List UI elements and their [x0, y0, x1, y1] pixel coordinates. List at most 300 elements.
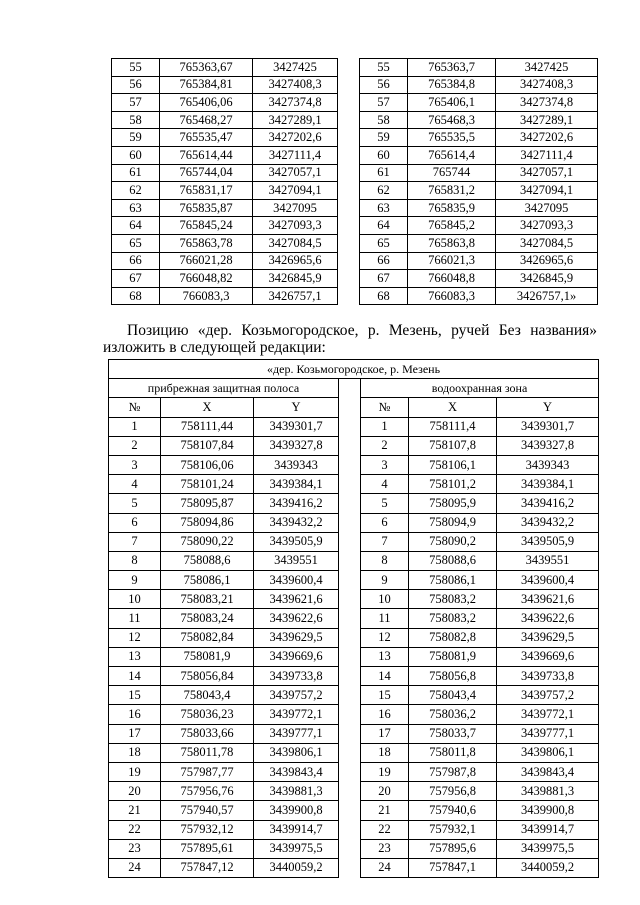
coord-x: 765614,44: [160, 146, 253, 164]
coord-x: 758083,2: [409, 609, 497, 628]
coord-y: 3439629,5: [254, 628, 339, 647]
table-row: [112, 182, 598, 200]
point-number: 65: [360, 234, 408, 252]
coord-x: 758090,2: [409, 532, 497, 551]
coord-y: 3439551: [254, 551, 339, 570]
point-number: 4: [109, 475, 161, 494]
coord-x: 765406,1: [408, 94, 496, 112]
title-row: [109, 360, 599, 379]
column-gap: [339, 417, 361, 436]
table-row: [109, 858, 599, 877]
col-header-y: Y: [497, 398, 599, 417]
point-number: 24: [109, 858, 161, 877]
column-gap: [338, 164, 360, 182]
column-gap: [339, 801, 361, 820]
point-number: 22: [109, 820, 161, 839]
column-gap: [339, 436, 361, 455]
coord-x: 765835,9: [408, 199, 496, 217]
col-header-y: Y: [254, 398, 339, 417]
column-gap: [338, 217, 360, 235]
point-number: 20: [361, 782, 409, 801]
table-row: [112, 164, 598, 182]
point-number: 65: [112, 234, 160, 252]
coord-y: 3427408,3: [496, 76, 598, 94]
coord-x: 758043,4: [409, 686, 497, 705]
column-gap: [339, 858, 361, 877]
table-row: [109, 551, 599, 570]
coord-y: 3427289,1: [496, 111, 598, 129]
coord-x: 765535,5: [408, 129, 496, 147]
coord-x: 758083,2: [409, 590, 497, 609]
column-gap: [339, 820, 361, 839]
point-number: 17: [109, 724, 161, 743]
coord-y: 3439301,7: [497, 417, 599, 436]
coord-x: 766048,8: [408, 270, 496, 288]
coord-x: 758111,44: [161, 417, 254, 436]
column-gap: [338, 270, 360, 288]
coord-y: 3439301,7: [254, 417, 339, 436]
column-gap: [339, 379, 361, 398]
column-gap: [339, 455, 361, 474]
point-number: 23: [361, 839, 409, 858]
coord-x: 757987,77: [161, 762, 254, 781]
col-header-no: №: [109, 398, 161, 417]
table-row: [109, 532, 599, 551]
column-gap: [338, 199, 360, 217]
table-row: [109, 513, 599, 532]
point-number: 15: [361, 686, 409, 705]
point-number: 18: [109, 743, 161, 762]
coord-y: 3427289,1: [253, 111, 338, 129]
column-gap: [339, 839, 361, 858]
coord-x: 758111,4: [409, 417, 497, 436]
coord-x: 765468,3: [408, 111, 496, 129]
point-number: 55: [360, 59, 408, 77]
point-number: 58: [360, 111, 408, 129]
point-number: 56: [360, 76, 408, 94]
coord-y: 3439900,8: [497, 801, 599, 820]
point-number: 61: [112, 164, 160, 182]
coord-x: 766021,28: [160, 252, 253, 270]
coord-y: 3439621,6: [497, 590, 599, 609]
table-row: [109, 436, 599, 455]
point-number: 3: [109, 455, 161, 474]
point-number: 55: [112, 59, 160, 77]
point-number: 10: [109, 590, 161, 609]
point-number: 66: [112, 252, 160, 270]
coord-x: 765406,06: [160, 94, 253, 112]
column-gap: [339, 782, 361, 801]
coord-x: 765831,2: [408, 182, 496, 200]
coord-x: 765835,87: [160, 199, 253, 217]
coord-y: 3439432,2: [254, 513, 339, 532]
coord-x: 758082,8: [409, 628, 497, 647]
table-row: [109, 782, 599, 801]
point-number: 7: [109, 532, 161, 551]
column-gap: [339, 532, 361, 551]
point-number: 21: [109, 801, 161, 820]
col-header-x: X: [161, 398, 254, 417]
coord-x: 766048,82: [160, 270, 253, 288]
column-header-row: [109, 398, 599, 417]
point-number: 19: [109, 762, 161, 781]
coord-x: 757932,12: [161, 820, 254, 839]
column-gap: [339, 628, 361, 647]
point-number: 16: [361, 705, 409, 724]
column-gap: [339, 705, 361, 724]
table-row: [112, 111, 598, 129]
coord-y: 3426965,6: [253, 252, 338, 270]
coord-y: 3439772,1: [254, 705, 339, 724]
column-gap: [338, 129, 360, 147]
coord-x: 765863,8: [408, 234, 496, 252]
coord-x: 765363,67: [160, 59, 253, 77]
coord-x: 758095,87: [161, 494, 254, 513]
column-gap: [338, 111, 360, 129]
table-row: [109, 628, 599, 647]
coord-y: 3439600,4: [254, 571, 339, 590]
coord-y: 3427084,5: [253, 234, 338, 252]
coord-y: 3427095: [496, 199, 598, 217]
point-number: 20: [109, 782, 161, 801]
point-number: 6: [361, 513, 409, 532]
point-number: 6: [109, 513, 161, 532]
point-number: 4: [361, 475, 409, 494]
table-row: [109, 705, 599, 724]
point-number: 18: [361, 743, 409, 762]
bottom-coordinates-table: [108, 359, 599, 878]
column-gap: [339, 513, 361, 532]
point-number: 61: [360, 164, 408, 182]
coord-y: 3439327,8: [497, 436, 599, 455]
column-gap: [338, 94, 360, 112]
coord-x: 758090,22: [161, 532, 254, 551]
coord-y: 3439629,5: [497, 628, 599, 647]
coord-x: 757932,1: [409, 820, 497, 839]
column-gap: [338, 76, 360, 94]
column-gap: [339, 590, 361, 609]
coastal-strip-heading: прибрежная защитная полоса: [109, 379, 339, 398]
coord-x: 757895,6: [409, 839, 497, 858]
coord-x: 758088,6: [161, 551, 254, 570]
point-number: 66: [360, 252, 408, 270]
coord-y: 3439881,3: [497, 782, 599, 801]
coord-y: 3427111,4: [253, 146, 338, 164]
coord-x: 765614,4: [408, 146, 496, 164]
coord-y: 3439384,1: [254, 475, 339, 494]
coord-y: 3426845,9: [253, 270, 338, 288]
table-row: [112, 199, 598, 217]
coord-y: 3439772,1: [497, 705, 599, 724]
coord-y: 3439432,2: [497, 513, 599, 532]
point-number: 64: [112, 217, 160, 235]
point-number: 58: [112, 111, 160, 129]
point-number: 7: [361, 532, 409, 551]
coord-x: 758036,2: [409, 705, 497, 724]
coord-x: 758033,7: [409, 724, 497, 743]
column-gap: [338, 146, 360, 164]
point-number: 63: [360, 199, 408, 217]
coord-x: 757847,1: [409, 858, 497, 877]
coord-y: 3427374,8: [496, 94, 598, 112]
table-row: [112, 146, 598, 164]
point-number: 14: [361, 667, 409, 686]
table-row: [109, 667, 599, 686]
coord-y: 3427095: [253, 199, 338, 217]
coord-x: 758011,78: [161, 743, 254, 762]
instruction-line-1: Позицию «дер. Козьмогородское, р. Мезень, ручей Без названия»: [127, 322, 597, 339]
coord-x: 758106,06: [161, 455, 254, 474]
point-number: 59: [360, 129, 408, 147]
point-number: 14: [109, 667, 161, 686]
coord-y: 3439384,1: [497, 475, 599, 494]
coord-x: 757940,6: [409, 801, 497, 820]
coord-y: 3439327,8: [254, 436, 339, 455]
coord-y: 3427202,6: [253, 129, 338, 147]
column-gap: [339, 743, 361, 762]
coord-x: 765845,2: [408, 217, 496, 235]
column-gap: [339, 667, 361, 686]
point-number: 2: [109, 436, 161, 455]
coord-x: 758086,1: [409, 571, 497, 590]
coord-y: 3439416,2: [254, 494, 339, 513]
coord-x: 765384,8: [408, 76, 496, 94]
point-number: 67: [112, 270, 160, 288]
bottom-table-body: [109, 360, 599, 878]
coord-x: 758095,9: [409, 494, 497, 513]
point-number: 9: [109, 571, 161, 590]
column-gap: [339, 686, 361, 705]
coord-y: 3427374,8: [253, 94, 338, 112]
instruction-line-2: изложить в следующей редакции:: [103, 339, 326, 356]
table-row: [109, 417, 599, 436]
point-number: 9: [361, 571, 409, 590]
coord-x: 758082,84: [161, 628, 254, 647]
coord-y: 3439416,2: [497, 494, 599, 513]
coord-y: 3439733,8: [254, 667, 339, 686]
coord-x: 765384,81: [160, 76, 253, 94]
table-row: [109, 724, 599, 743]
table-row: [112, 217, 598, 235]
point-number: 59: [112, 129, 160, 147]
coord-x: 758088,6: [409, 551, 497, 570]
coord-x: 758083,21: [161, 590, 254, 609]
point-number: 12: [361, 628, 409, 647]
coord-y: 3439621,6: [254, 590, 339, 609]
point-number: 15: [109, 686, 161, 705]
point-number: 62: [112, 182, 160, 200]
point-number: 22: [361, 820, 409, 839]
coord-x: 766083,3: [408, 287, 496, 305]
coord-y: 3427094,1: [496, 182, 598, 200]
top-table-body: [112, 59, 598, 305]
coord-x: 758036,23: [161, 705, 254, 724]
table-row: [109, 686, 599, 705]
table-row: [112, 287, 598, 305]
coord-x: 757956,76: [161, 782, 254, 801]
table-row: [109, 590, 599, 609]
point-number: 57: [112, 94, 160, 112]
column-gap: [338, 252, 360, 270]
coord-y: 3439777,1: [497, 724, 599, 743]
coord-x: 757956,8: [409, 782, 497, 801]
coord-y: 3439843,4: [254, 762, 339, 781]
point-number: 23: [109, 839, 161, 858]
point-number: 8: [361, 551, 409, 570]
coord-y: 3426757,1: [253, 287, 338, 305]
coord-y: 3439843,4: [497, 762, 599, 781]
column-gap: [339, 647, 361, 666]
point-number: 60: [360, 146, 408, 164]
column-gap: [339, 494, 361, 513]
point-number: 68: [112, 287, 160, 305]
coord-x: 758101,24: [161, 475, 254, 494]
coord-y: 3427425: [496, 59, 598, 77]
column-gap: [338, 287, 360, 305]
point-number: 67: [360, 270, 408, 288]
column-gap: [339, 609, 361, 628]
coord-y: 3439914,7: [254, 820, 339, 839]
coord-y: 3439551: [497, 551, 599, 570]
coord-y: 3439806,1: [254, 743, 339, 762]
coord-x: 758106,1: [409, 455, 497, 474]
coord-y: 3439343: [254, 455, 339, 474]
point-number: 56: [112, 76, 160, 94]
coord-y: 3439975,5: [497, 839, 599, 858]
coord-x: 765535,47: [160, 129, 253, 147]
col-header-x: X: [409, 398, 497, 417]
coord-y: 3426757,1»: [496, 287, 598, 305]
point-number: 68: [360, 287, 408, 305]
coord-x: 766083,3: [160, 287, 253, 305]
coord-x: 758033,66: [161, 724, 254, 743]
coord-y: 3426965,6: [496, 252, 598, 270]
coord-x: 758101,2: [409, 475, 497, 494]
point-number: 64: [360, 217, 408, 235]
coord-y: 3439343: [497, 455, 599, 474]
table-row: [109, 571, 599, 590]
coord-x: 765744,04: [160, 164, 253, 182]
point-number: 1: [361, 417, 409, 436]
coord-y: 3427093,3: [496, 217, 598, 235]
coord-x: 758083,24: [161, 609, 254, 628]
coord-y: 3439622,6: [254, 609, 339, 628]
point-number: 60: [112, 146, 160, 164]
point-number: 11: [361, 609, 409, 628]
point-number: 8: [109, 551, 161, 570]
table-row: [109, 820, 599, 839]
table-row: [109, 839, 599, 858]
coord-x: 758094,9: [409, 513, 497, 532]
point-number: 10: [361, 590, 409, 609]
coord-y: 3439881,3: [254, 782, 339, 801]
column-gap: [339, 475, 361, 494]
coord-x: 758107,8: [409, 436, 497, 455]
column-gap: [339, 724, 361, 743]
coord-x: 766021,3: [408, 252, 496, 270]
table-row: [112, 94, 598, 112]
column-gap: [338, 59, 360, 77]
coord-x: 758094,86: [161, 513, 254, 532]
point-number: 62: [360, 182, 408, 200]
table-row: [112, 76, 598, 94]
point-number: 2: [361, 436, 409, 455]
coord-y: 3439757,2: [497, 686, 599, 705]
coord-x: 757895,61: [161, 839, 254, 858]
coord-y: 3439757,2: [254, 686, 339, 705]
point-number: 16: [109, 705, 161, 724]
coord-x: 758086,1: [161, 571, 254, 590]
point-number: 21: [361, 801, 409, 820]
coord-x: 758081,9: [409, 647, 497, 666]
coord-y: 3439505,9: [497, 532, 599, 551]
table-row: [109, 475, 599, 494]
table-row: [109, 647, 599, 666]
coord-x: 765863,78: [160, 234, 253, 252]
point-number: 57: [360, 94, 408, 112]
table-row: [112, 129, 598, 147]
column-gap: [339, 762, 361, 781]
coord-y: 3439733,8: [497, 667, 599, 686]
table-row: [109, 762, 599, 781]
table-row: [109, 801, 599, 820]
table-row: [112, 234, 598, 252]
coord-y: 3427093,3: [253, 217, 338, 235]
point-number: 13: [361, 647, 409, 666]
coord-x: 758056,84: [161, 667, 254, 686]
point-number: 5: [109, 494, 161, 513]
col-header-no: №: [361, 398, 409, 417]
coord-y: 3439669,6: [254, 647, 339, 666]
coord-x: 765468,27: [160, 111, 253, 129]
column-gap: [338, 234, 360, 252]
table-row: [109, 494, 599, 513]
coord-x: 765845,24: [160, 217, 253, 235]
coord-y: 3439806,1: [497, 743, 599, 762]
coord-y: 3439777,1: [254, 724, 339, 743]
coord-y: 3439914,7: [497, 820, 599, 839]
water-protection-zone-heading: водоохранная зона: [361, 379, 599, 398]
coord-y: 3440059,2: [497, 858, 599, 877]
coord-x: 757847,12: [161, 858, 254, 877]
point-number: 5: [361, 494, 409, 513]
coord-x: 765744: [408, 164, 496, 182]
coord-y: 3439669,6: [497, 647, 599, 666]
point-number: 63: [112, 199, 160, 217]
coord-x: 758107,84: [161, 436, 254, 455]
point-number: 19: [361, 762, 409, 781]
coord-y: 3427057,1: [253, 164, 338, 182]
coord-y: 3427084,5: [496, 234, 598, 252]
point-number: 3: [361, 455, 409, 474]
coord-y: 3427111,4: [496, 146, 598, 164]
coord-y: 3439600,4: [497, 571, 599, 590]
coord-y: 3439622,6: [497, 609, 599, 628]
coord-y: 3427094,1: [253, 182, 338, 200]
coord-y: 3439505,9: [254, 532, 339, 551]
column-gap: [339, 551, 361, 570]
coord-y: 3439900,8: [254, 801, 339, 820]
point-number: 17: [361, 724, 409, 743]
coord-x: 757940,57: [161, 801, 254, 820]
coord-y: 3426845,9: [496, 270, 598, 288]
coord-x: 757987,8: [409, 762, 497, 781]
coord-x: 758081,9: [161, 647, 254, 666]
coord-x: 758056,8: [409, 667, 497, 686]
coord-y: 3440059,2: [254, 858, 339, 877]
coord-x: 758043,4: [161, 686, 254, 705]
coord-y: 3427425: [253, 59, 338, 77]
